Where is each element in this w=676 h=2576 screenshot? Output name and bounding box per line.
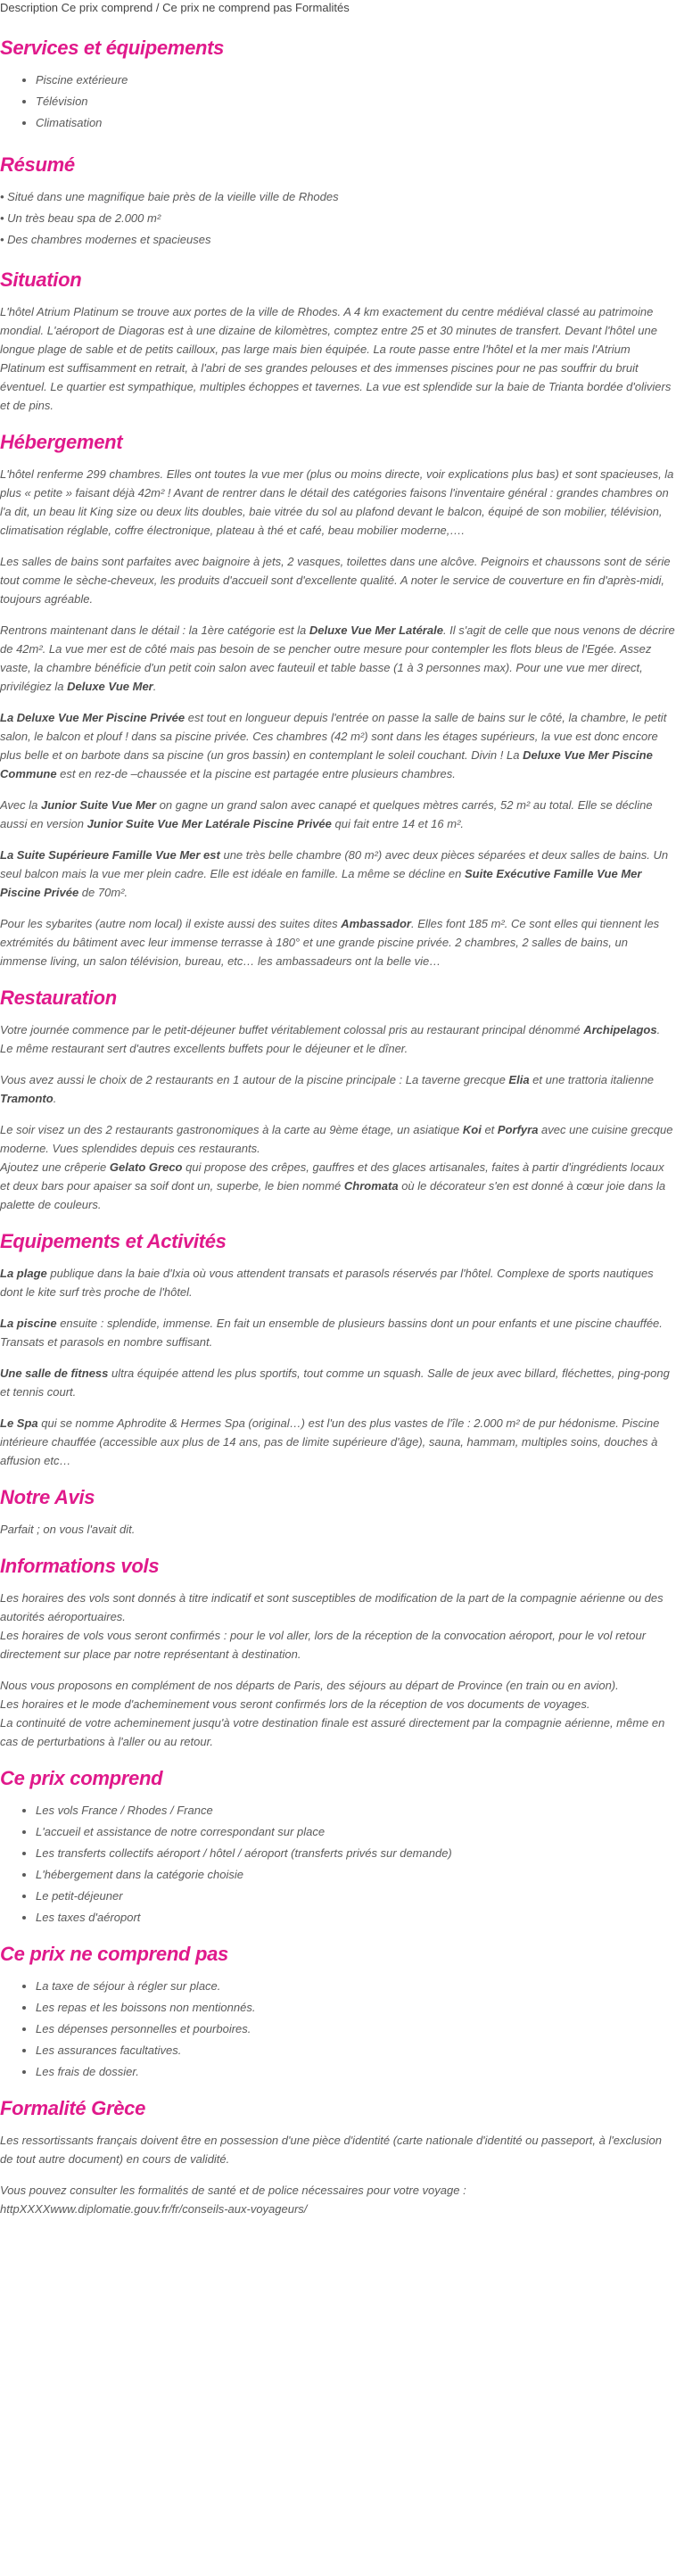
list-item: • Les vols France / Rhodes / France: [36, 1801, 676, 1820]
services-heading: Services et équipements: [0, 37, 225, 59]
hebergement-heading: Hébergement: [0, 431, 123, 453]
restauration-paragraph: Vous avez aussi le choix de 2 restaurants en 1 autour de la piscine principale : La taverne grecque Elia et une trattoria italienne Tramonto.: [0, 1073, 655, 1105]
hebergement-paragraph: La Deluxe Vue Mer Piscine Privée est tout en longueur depuis l'entrée on passe la salle de bains sur le côté, la chambre, le petit salon, le balcon et plouf ! dans sa piscine privée. Ces chambres (42 m²) sont dans les étages supérieurs, la vue est donc encore plus belle et on barbote dans sa piscine (un gros bassin) en contemplant le soleil couchant. Divin ! La Deluxe Vue Mer Piscine Commune est en rez-de –chaussée et la piscine est partagée entre plusieurs chambres.: [0, 711, 667, 780]
list-item: • L'hébergement dans la catégorie choisie: [36, 1865, 676, 1884]
hebergement-paragraph: L'hôtel renferme 299 chambres. Elles ont toutes la vue mer (plus ou moins directe, voir explications plus bas) et sont spacieuses, la plus « petite » faisant déjà 42m² ! Avant de rentrer dans le détail des catégories faisons l'inventaire général : grandes chambres on l'a dit, un beau lit King size ou deux lits doubles, baie vitrée du sol au plafond devant le balcon, équipé de son mobilier, télévision, climatisation réglable, coffre électronique, plateau à thé et café, beau mobilier moderne,….: [0, 467, 674, 537]
avis-heading: Notre Avis: [0, 1486, 95, 1508]
vols-paragraph: Les horaires des vols sont donnés à titre indicatif et sont susceptibles de modification de la part de la compagnie aérienne ou des autorités aéroportuaires. Les horaires de vols vous seront confirmés : pour le vol aller, lors de la réception de la convocation aéroport, pour le vol retour directement sur place par notre représentant à destination.: [0, 1591, 664, 1661]
list-item: • Des chambres modernes et spacieuses: [0, 233, 211, 246]
tab-ce-prix-ne-comprend-pas[interactable]: Ce prix ne comprend pas: [162, 1, 293, 14]
situation-text: L'hôtel Atrium Platinum se trouve aux portes de la ville de Rhodes. A 4 km exactement du centre médiéval classé au patrimoine mondial. L'aéroport de Diagoras est à une dizaine de kilomètres, comptez entre 25 et 30 minutes de transfert. Devant l'hôtel une longue plage de sable et de petits cailloux, pas large mais bien équipée. La route passe entre l'hôtel et la mer mais l'Atrium Platinum est suffisamment en retrait, à l'abri de ses grandes pelouses et des immenses piscines pour ne pas souffrir du bruit éventuel. Le quartier est sympathique, multiples échoppes et tavernes. La vue est splendide sur la baie de Trianta bordée d'oliviers et de pins.: [0, 305, 672, 412]
list-item: • L'accueil et assistance de notre correspondant sur place: [36, 1822, 676, 1841]
restauration-paragraph: Le soir visez un des 2 restaurants gastronomiques à la carte au 9ème étage, un asiatique Koi et Porfyra avec une cuisine grecque moderne. Vues splendides depuis ces restaurants. Ajoutez une crêperie Gelato Greco qui propose des crêpes, gauffres et des glaces artisanales, faites à partir d'ingrédients locaux et deux bars pour apaiser sa soif dont un, superbe, le bien nommé Chromata où le décorateur s'en est donné à cœur joie dans la palette de couleurs.: [0, 1123, 673, 1211]
tab-formalites[interactable]: Formalités: [295, 1, 350, 14]
resume-list: [0, 187, 676, 249]
list-item: • Les dépenses personnelles et pourboires.: [36, 2019, 676, 2038]
list-item: • Un très beau spa de 2.000 m²: [0, 211, 161, 225]
tab-description[interactable]: Description: [0, 1, 59, 14]
list-item: • Télévision: [36, 92, 676, 111]
equipements-paragraph: La piscine ensuite : splendide, immense. En fait un ensemble de plusieurs bassins dont un pour enfants et une piscine chauffée. Transats et parasols en nombre suffisant.: [0, 1317, 663, 1349]
ne-comprend-heading: Ce prix ne comprend pas: [0, 1943, 228, 1965]
vols-heading: Informations vols: [0, 1555, 160, 1577]
formalite-paragraph: Les ressortissants français doivent être en possession d'une pièce d'identité (carte nationale d'identité ou passeport, à l'exclusion de tout autre document) en cours de validité.: [0, 2134, 662, 2166]
hebergement-paragraph: Rentrons maintenant dans le détail : la 1ère catégorie est la Deluxe Vue Mer Latérale. Il s'agit de celle que nous venons de décrire de 42m². La vue mer est de côté mais pas besoin de se pencher outre mesure pour contempler les flots bleus de l'Egée. Assez vaste, la chambre bénéficie d'un petit coin salon avec fauteuil et table basse (1 à 3 personnes max). Pour une vue mer direct, privilégiez la Deluxe Vue Mer.: [0, 623, 675, 693]
list-item: • Les assurances facultatives.: [36, 2041, 676, 2060]
avis-text: Parfait ; on vous l'avait dit.: [0, 1523, 136, 1536]
restauration-paragraph: Votre journée commence par le petit-déjeuner buffet véritablement colossal pris au restaurant principal dénommé Archipelagos. Le même restaurant sert d'autres excellents buffets pour le déjeuner et le dîner.: [0, 1023, 661, 1055]
hebergement-paragraph: Avec la Junior Suite Vue Mer on gagne un grand salon avec canapé et quelques mètres carrés, 52 m² au total. Elle se décline aussi en version Junior Suite Vue Mer Latérale Piscine Privée qui fait entre 14 et 16 m².: [0, 798, 653, 830]
restauration-heading: Restauration: [0, 987, 117, 1009]
comprend-list: [0, 1801, 676, 1927]
situation-heading: Situation: [0, 268, 82, 291]
hebergement-paragraph: Les salles de bains sont parfaites avec baignoire à jets, 2 vasques, toilettes dans une alcôve. Peignoirs et chaussons sont de série tout comme le sèche-cheveux, les produits d'accueil sont d'excellente qualité. A noter le service de couverture en fin d'après-midi, toujours agréable.: [0, 555, 671, 606]
hebergement-paragraph: La Suite Supérieure Famille Vue Mer est une très belle chambre (80 m²) avec deux pièces séparées et deux salles de bains. Un seul balcon mais la vue mer plein cadre. Elle est idéale en famille. La même se décline en Suite Exécutive Famille Vue Mer Piscine Privée de 70m².: [0, 848, 669, 899]
tab-bar: [0, 0, 676, 21]
list-item: • Les repas et les boissons non mentionnés.: [36, 1998, 676, 2017]
list-item: • Les taxes d'aéroport: [36, 1908, 676, 1927]
equipements-heading: Equipements et Activités: [0, 1230, 227, 1252]
equipements-paragraph: Le Spa qui se nomme Aphrodite & Hermes Spa (original…) est l'un des plus vastes de l'île : 2.000 m² de pur hédonisme. Piscine intérieure chauffée (accessible aux plus de 14 ans, pas de limite supérieure d'âge), sauna, hammam, multiples soins, douches à affusion etc…: [0, 1416, 660, 1467]
vols-paragraph: Nous vous proposons en complément de nos départs de Paris, des séjours au départ de Province (en train ou en avion). Les horaires et le mode d'acheminement vous seront confirmés lors de la réception de vos documents de voyages. La continuité de votre acheminement jusqu'à votre destination finale est assuré directement par la compagnie aérienne, même en cas de perturbations à l'aller ou au retour.: [0, 1679, 665, 1748]
list-item: • Piscine extérieure: [36, 70, 676, 89]
list-item: • Situé dans une magnifique baie près de la vieille ville de Rhodes: [0, 190, 339, 203]
equipements-paragraph: Une salle de fitness ultra équipée attend les plus sportifs, tout comme un squash. Salle de jeux avec billard, fléchettes, ping-pong et tennis court.: [0, 1366, 670, 1399]
equipements-paragraph: La plage publique dans la baie d'Ixia où vous attendent transats et parasols réservés par l'hôtel. Complexe de sports nautiques dont le kite surf très proche de l'hôtel.: [0, 1267, 654, 1299]
ne-comprend-list: [0, 1977, 676, 2081]
formalite-paragraph: Vous pouvez consulter les formalités de santé et de police nécessaires pour votre voyage : httpXXXXwww.diplomatie.gouv.fr/fr/conseils-aux-voyageurs/: [0, 2181, 676, 2218]
list-item: • Le petit-déjeuner: [36, 1887, 676, 1905]
comprend-heading: Ce prix comprend: [0, 1767, 163, 1789]
list-item: • Les transferts collectifs aéroport / hôtel / aéroport (transferts privés sur demande): [36, 1844, 676, 1862]
hebergement-paragraph: Pour les sybarites (autre nom local) il existe aussi des suites dites Ambassador. Elles font 185 m². Ce sont elles qui tiennent les extrémités du bâtiment avec leur immense terrasse à 180° et une grande piscine privée. 2 chambres, 2 salles de bains, un immense living, un salon télévision, bureau, etc… les ambassadeurs ont la belle vie…: [0, 917, 660, 968]
list-item: • Les frais de dossier.: [36, 2062, 676, 2081]
formalite-heading: Formalité Grèce: [0, 2097, 146, 2119]
diplomatie-link[interactable]: httpXXXXwww.diplomatie.gouv.fr/fr/conseils-aux-voyageurs/: [0, 2202, 308, 2216]
tab-separator: /: [155, 1, 160, 14]
list-item: • La taxe de séjour à régler sur place.: [36, 1977, 676, 1995]
services-list: [0, 70, 676, 132]
list-item: • Climatisation: [36, 113, 676, 132]
tab-ce-prix-comprend[interactable]: Ce prix comprend: [61, 1, 153, 14]
resume-heading: Résumé: [0, 153, 75, 176]
